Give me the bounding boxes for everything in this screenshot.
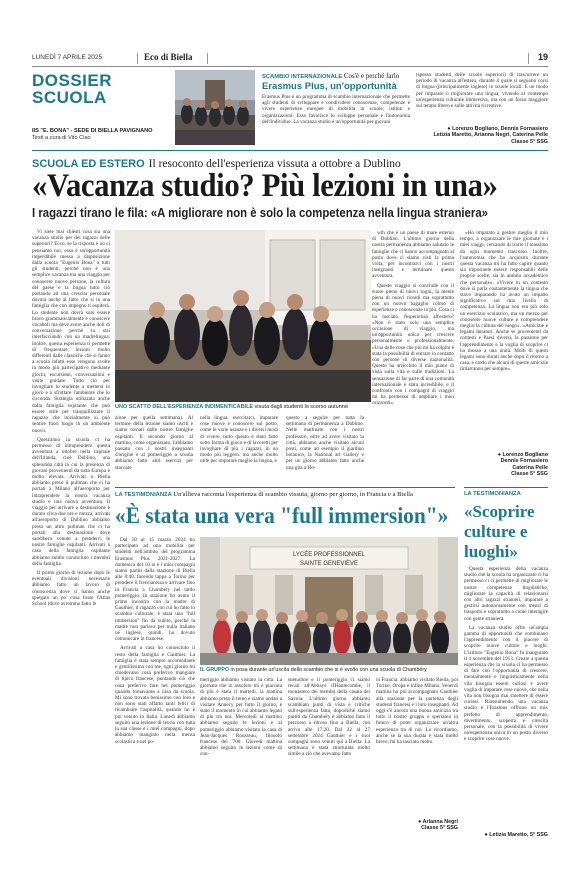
dossier-line1: DOSSIER bbox=[32, 71, 113, 90]
dossier-title bbox=[32, 72, 172, 106]
main-col5-p2: Questo viaggio si conclude con il cuore pieno di nuovi sogni, la mente piena di nuovi ricordi ma soprattutto con un nuovo bagaglio colmo di esperienze e conoscenze in più. Cosa ci ha lasciato l'esperienza all'estero? «Non è stato solo una semplice occasione di viaggio, ma un'opportunità unica per crescere personalmente e professionalmente. «Una delle cose che più mi ha colpito è stata la possibilità di entrare in contatto con persone di diverse nazionalità. Questo ha arricchito il mio punto di vista sulla vita e sulle tradizioni. La sensazione di far parte di una comunità internazionale è stata incredibile, e il confronto con i compagni di viaggio mi ha permesso di ampliare i miei orizzonti». bbox=[372, 282, 454, 407]
testimony2-signature: ● Letizia Maretto, 5° SSG bbox=[484, 832, 548, 838]
erasmus-kicker-rest: Cos'è e perché farlo bbox=[343, 72, 400, 80]
dublin-caption-bold: UNO SCATTO DELL'ESPERIENZA INDIMENTICABILE bbox=[115, 404, 254, 410]
testimony1-col3: suetudine e il pomeriggio ci siamo recati all'Abbaye d'Hautecombe, il monastero dei membri della casata dei Savoia. L'ultimo giorno abbiamo scambiato punti di vista e critiche sull'esperienza fatta, dopodiché siamo partiti da Chambéry e abbiamo fatto il percorso a ritroso fino a Biella, con arrivo alle 17:20. Dal 22 al 27 settembre 2024 Gauthier e i suoi compagni sono venuti qui a Biella. La settimana è stata strutturata molto simile a ciò che avevamo fatto bbox=[288, 677, 370, 758]
page-header bbox=[32, 52, 548, 66]
main-col6 bbox=[460, 230, 548, 450]
main-sig-1: ● Lorenzo Bogliano bbox=[497, 452, 548, 458]
dublin-caption-text: visuta dagli studenti lo scorso autunno bbox=[254, 404, 348, 410]
main-col4: questo a seguire per tutta la settimana di permanenza a Dublino. Nelle mattinate con i nostri professori, oltre ad avere visitato la città, abbiamo anche visitato alcuni posti, come ad esempio il giardino botanico, la National art Gallery e per un giorno abbiamo fatto anche una gita a Ho- bbox=[286, 415, 364, 471]
main-kicker-rest: Il resoconto dell'esperienza vissuta a ottobre a Dublino bbox=[148, 158, 401, 170]
testimony1-col1-p1: Dal 10 al 15 marzo 2024 ho partecipato ad una mobilità per studenti nell'ambito del programma Erasmus Plus 2021-2027. La domenica del 10 io e i miei compagni siamo partiti dalla stazione di Biella alle 8:40, facendo tappa a Torino per prendere il frecciarossa e arrivare fino in Francia a Chambéry nel tardo pomeriggio. In stazione ho avuto il primo incontro con la madre di Gauthier, il ragazzo con cui ho fatto lo scambio culturale, è stata una "full immersion" fin da subito, perché la madre non parlava per nulla italiano né inglese, quindi, ho dovuto comunicare in francese. bbox=[115, 537, 195, 643]
header-date: LUNEDÌ 7 APRILE 2025 bbox=[32, 54, 103, 61]
erasmus-body-2: (spesso studenti delle scuole superiori) di trascorrere un periodo di vacanza all'estero, durante il quale si seguono corsi di lingua (principalmente inglese) in scuole locali. E un modo per imparare o migliorare una lingua, vivendo al contempo un'esperienza culturale immersiva, ma con un focus maggiore sul tempo libero e sulle attività ricreative. bbox=[416, 72, 548, 110]
testimony2-body bbox=[464, 566, 548, 830]
main-sig-4: Classe 5° SSG bbox=[511, 471, 548, 478]
main-sig-3: Caterina Pelle bbox=[512, 464, 548, 471]
dossier-credits bbox=[32, 128, 172, 142]
testimony1-kicker bbox=[115, 491, 460, 498]
main-col3: nella lingua, esercitarci, imparare cose nuove e conoscere sul posto, come le varie usanze e i diversi modi di vivere, tutto questo è stato fatto sotto forma di gioco e di lavoretti per invogliare di più i ragazzi, in un modo più leggero. ma anche molto utile per imparare meglio la lingua, e bbox=[200, 415, 278, 465]
erasmus-photo bbox=[175, 70, 255, 145]
chambery-caption-bold: IL GRUPPO bbox=[200, 667, 230, 673]
erasmus-signature bbox=[400, 126, 548, 145]
testimony2-headline: «Scoprire culture e luoghi» bbox=[464, 502, 535, 561]
erasmus-title: Erasmus Plus, un'opportunità bbox=[262, 81, 397, 92]
header-divider-2 bbox=[207, 53, 208, 64]
chambery-caption-text: in posa durante un'uscita dello scambio che si è svolto con una scuola di Chambéry bbox=[230, 667, 427, 673]
testimony1-col2: meriggio abbiamo visitato la città. La giornata che in assoluto mi è piaciuta di più è stata il martedì, la mattina abbiamo preso il treno e siamo andati a visitare Annecy per tutto il giorno, è stato il momento in cui abbiamo legato di più tra noi. Mercoledì al mattino abbiamo seguito le lezioni e al pomeriggio abbiamo visitato la casa di Jean-Jacques Rousseau, filosofo francese del '700. Giovedì mattina abbiamo seguito le lezioni come di con- bbox=[200, 677, 282, 758]
erasmus-sig-2: Letizia Maretto, Arianna Negri, Caterina Pelle bbox=[433, 132, 548, 139]
erasmus-kicker-label: SCAMBIO INTERNAZIONALE bbox=[262, 74, 343, 80]
erasmus-sig-3: Classe 5° SSG bbox=[511, 138, 548, 145]
header-divider bbox=[137, 53, 138, 64]
main-col1-p1: Vi siete mai chiesti cosa sia una vacanza studio per dei ragazzi delle superiori? Ecco, se la risposta è no ci pensiamo noi, essa è un'opportunità imperdibile messa a disposizione dalla scuola "Eugenio Bona" a tutti gli studenti, perché non è una semplice vacanza ma una viaggio per conoscere nuove persone, la cultura del paese e la lingua tutto ciò portando ad una crescita personale dovuta anche al fatto che si in una famiglia che con impegno ti ospiterà. Lo studente non dovrà solo essere bravo grammaticalmente e conoscere vocaboli ma deve avere anche doti di conversazione perché tu stai interfacciando con un madrelingua. Inoltre, questa esperienza ti permette di frequentare lezioni molto differenti dalle classiche che si fanno a scuola infatti esse vengono svolte in modo più partecipativo mediante giochi, escursioni, conversazioni e visite guidate. Tutto ciò per invogliare lo studente a mettersi in gioco e a sfruttare l'ambiente che lo circonda. Strategia utilizzata anche dalla famiglia ospitante che può essere utile per tranquillizzare il ragazzo che inizialmente si può sentire fuori luogo in un ambiente nuovo. bbox=[32, 229, 110, 434]
erasmus-body: Erasmus Plus è un programma di scambio internazionale che permette agli studenti di sviluppare e condividere conoscenze, competenze e vivere esperienze europee di mobilità in scuole, istituti e organizzazioni. Esso favorisce lo sviluppo personale e l'autonomia dell'individuo. La vacanza studio è un'opportunità per giovani bbox=[262, 94, 410, 125]
main-kicker-label: SCUOLA ED ESTERO bbox=[32, 158, 145, 170]
section-rule-3 bbox=[464, 487, 548, 488]
testimony1-kicker-label: LA TESTIMONIANZA bbox=[115, 492, 172, 498]
section-rule-1 bbox=[32, 150, 548, 151]
section-rule-2 bbox=[115, 487, 455, 488]
erasmus-sig-1: ● Lorenzo Bogliano, Dennis Fornasiero bbox=[447, 126, 548, 132]
header-rule bbox=[32, 66, 548, 67]
page-number: 19 bbox=[537, 52, 548, 62]
main-headline: «Vacanza studio? Più lezioni in una» bbox=[32, 168, 498, 204]
publication-name: Eco di Biella bbox=[144, 52, 193, 62]
school-name: IIS "E. BONA" - SEDE DI BIELLA PAVIGNANO bbox=[32, 128, 153, 134]
testimony1-headline: «È stata una vera "full immersion"» bbox=[115, 503, 449, 528]
testimony1-signature bbox=[376, 819, 458, 832]
main-col1 bbox=[32, 229, 110, 607]
dossier-line2: SCUOLA bbox=[32, 88, 107, 107]
main-col2: zione per quella settimana). Al termine della lezione siamo usciti e siamo tornati dalle nostre famiglie ospitanti. Il secondo giorno al mattino, come organizzato, l'abbiamo passato con i nostri insegnanti d'origine e al pomeriggio a scuola abbiamo fatto altri esercizi per staccare bbox=[115, 415, 193, 471]
dublin-group-photo bbox=[115, 230, 371, 402]
testimony2-kicker: LA TESTIMONIANZA bbox=[464, 491, 521, 497]
testimony1-sig-1: ● Arianna Negri bbox=[418, 819, 458, 825]
main-sig-2: Dennis Fornasiero bbox=[500, 458, 548, 465]
page-number-divider bbox=[528, 53, 529, 64]
testimony2-p2: La vacanza studio offre un'ampia gamma di opportunità che combinano l'apprendimento con il piacere di scoprire nuove culture e luoghi. L'istituto "Eugenio Bona" fu inaugurato il 4 novembre del 1913. Creare a questa esperienza che la scuola ci ha permesso di fare con l'opportunità di crescere, mentalmente e linguisticamente nella vita bisogna essere curiosi e avere voglia di imparare cose nuove, che nella vita non bisogna mai smettere di essere curiosi. Riassumendo una vacanza studio e l'Erasmus offrono un mix perfetto di apprendimento, divertimento, scoperta e crescita personale, con la possibilità di vivere un'esperienza unica in un posto diverso e scoprire cose nuove. bbox=[464, 624, 548, 743]
dublin-photo-caption bbox=[115, 404, 375, 411]
testimony1-col4: in Francia: abbiamo visitato Biella, poi Torino, Oropa e infine Milano. Venerdì mattina ho poi accompagnato Gauthier alla stazione per la partenza degli studenti francesi e i loro insegnanti. Ad oggi c'è ancora una buona amicizia tra tutto il nostro gruppo e speriamo in futuro di poter organizzare un'altra esperienza tra di noi. Lo ricordiamo, anche se la sua durata è stata molto breve, mi ha lasciato molto. bbox=[376, 677, 458, 746]
testimony1-col1-p2: Arrivati a casa ho conosciuto il resto della famiglia e Gauthier. La famiglia è stata sempre accomodante e gentilissima con me, ogni giorno mi chiedevano cosa preferivo mangiare di tipico francese, puntando ciò che cosa preferivo fare nel pomeriggio quando tornavamo a casa da scuola. Mi sono trovata benissimo con loro e non sono stati affatto tanti felici di ricambiare l'ospitalità, quando lui è poi venuto in Italia. Lunedì abbiamo seguito una lezione di teoria con tutta la sua classe e i miei compagni, dopo abbiamo mangiato nella mensa scolastica e nel po- bbox=[115, 645, 195, 745]
main-col1-p3: Il primo giorno di lezione dopo le eventuali divisioni necessarie abbiamo fatto un lavoro di conoscenza dove ci hanno anche spiegato un po' cosa fosse l'Atlas School (dove avremmo fatto le bbox=[32, 569, 110, 607]
chambery-photo-caption bbox=[200, 667, 462, 674]
curator: Testi a cura di Vito Ciao bbox=[32, 135, 91, 141]
main-col5 bbox=[372, 230, 454, 485]
school-sign-line1: LYCÉE PROFESSIONNEL bbox=[293, 552, 365, 558]
testimony2-p1: Questa esperienza della vacanza studio che la scuola ha organizzato ci ha permesso ci ci permette di migliorare le nostre competenze linguistiche, migliorare la capacità di relazionarsi con altri ragazzi stranieri, imparare a gestirsi autonomamente con mezzi di trasporto e soprattutto a come interagire con gente straniera. bbox=[464, 566, 548, 622]
main-col6-p1: «Ho imparato a gestire meglio il mio tempo, a organizzare le mie giornate e i miei viaggi, cercando di trarre il massimo da ogni momento trascorso. Inoltre, l'autonomia che ho acquisito durante questa vacanza mi ha fatto capire quanto sia importante essere responsabili delle proprie scelte, sia in ambito accademico che personale». «Vivere in un contesto dove si parla costantemente la lingua che stavo imparando ha avuto un impatto significativo sul mio livello di competenza. La lingua non era più solo un esercizio scolastico, ma un mezzo per conoscere nuove culture e comprendere meglio la cultura del luogo». «Amicizie e legami duraturi. Anche se provenienti da contesti e Paesi diversi, la passione per l'apprendimento e la voglia di scoprire ci ha mosso a una unità. Molti di questi legami sono durati anche dopo il ritorno a casa, e credo che alcuni di queste amicizie rimarranno per sempre». bbox=[460, 230, 548, 373]
chambery-group-photo bbox=[200, 537, 458, 665]
testimony1-kicker-rest: Un'allieva racconta l'esperienza di scambio vissuta, giorno per giorno, in Francia e a Biella bbox=[173, 491, 413, 498]
testimony1-sig-2: Classe 5° SSG bbox=[421, 825, 458, 832]
main-col5-p1: wth che è un paese di mare esterno di Dublino. L'ultimo giorno della nostra permanenza abbiamo salutato le famiglie che ci hanno accompagnato al posto dove ci siamo visti la prima volta, per incontrarci con i nostri insegnanti e terminare questa avventura. bbox=[372, 230, 454, 280]
testimony1-col1 bbox=[115, 537, 195, 837]
school-sign-line2: SAINTE GENEVIÈVE bbox=[299, 561, 359, 567]
main-col1-p2: Quest'anno la scuola ci ha permesso di intraprendere questa avventura a ottobre nella capitale dell'Irlanda, cioè Dublino, una splendida città in cui la presenza di giovani provenienti da tutta Europa è molto elevata. Arrivati a Biella abbiamo preso il pullman che ci ha portati a Milano all'aeroporto per intraprendere la nostra vacanza studio e una nuova avventura. Il viaggio per arrivare a destinazione è durato circa due ore e mezza, arrivati all'aeroporto di Dublino abbiamo preso un altro pullman che ci ha portati alla destinazione dove sarebbero venute a prenderci le nostre famiglie ospitanti. Arrivati a casa della famiglia ospitante abbiamo subito conosciuto i membri della famiglia. bbox=[32, 436, 110, 567]
main-col6-signature bbox=[460, 452, 548, 478]
main-subhead: I ragazzi tirano le fila: «A migliorare non è solo la competenza nella lingua straniera» bbox=[32, 206, 488, 220]
erasmus-kicker bbox=[262, 72, 412, 80]
